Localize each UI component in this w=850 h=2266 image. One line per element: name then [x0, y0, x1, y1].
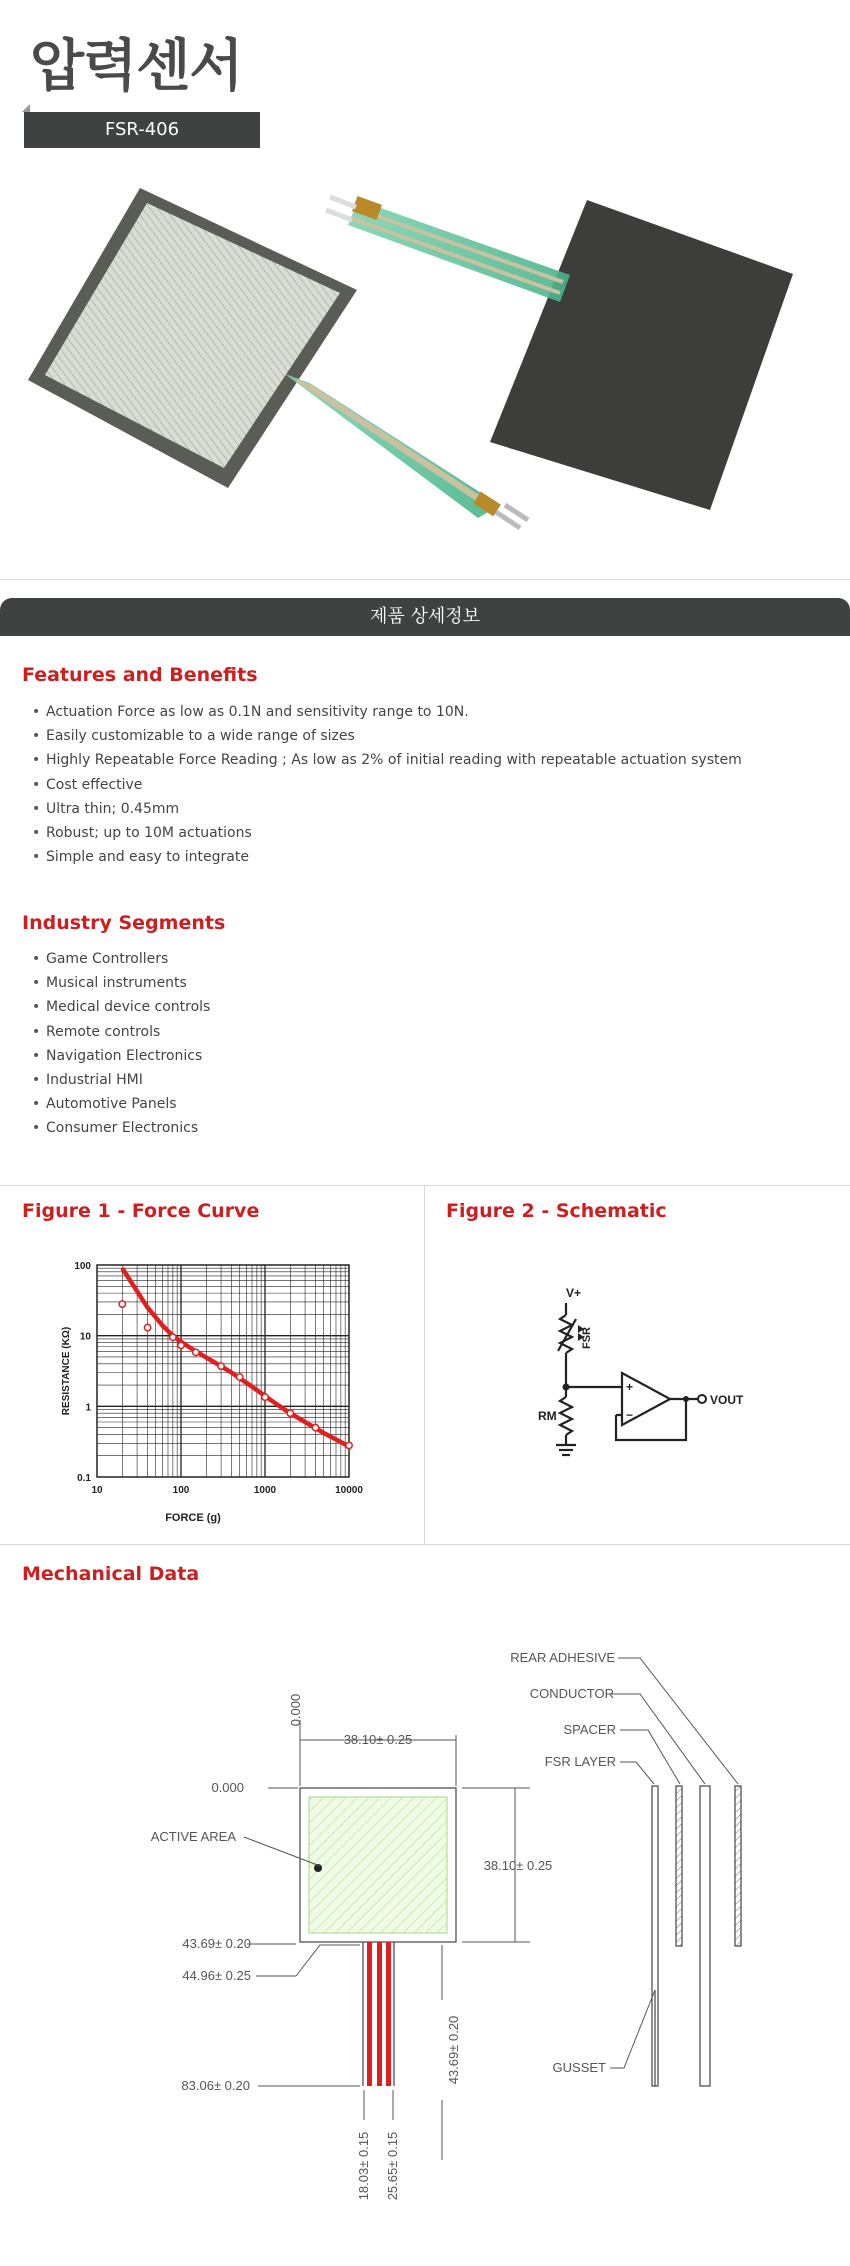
data-point	[144, 1324, 150, 1330]
x-tick-label: 10	[91, 1485, 103, 1496]
dim-4496: 44.96± 0.25	[182, 1968, 251, 1983]
spacer-label: SPACER	[563, 1722, 616, 1737]
data-point	[237, 1374, 243, 1380]
features-list	[24, 700, 844, 869]
product-header	[0, 0, 850, 580]
features-heading: Features and Benefits	[22, 664, 258, 686]
y-tick-label: 10	[79, 1331, 91, 1343]
schematic-diagram	[520, 1275, 780, 1475]
dim-4369b: 43.69± 0.20	[446, 2015, 461, 2085]
list-item: • Musical instruments	[24, 971, 844, 995]
list-item: • Consumer Electronics	[24, 1116, 844, 1140]
dim-zero-left: 0.000	[211, 1780, 244, 1795]
figure1-heading: Figure 1 - Force Curve	[22, 1200, 260, 1222]
data-point	[178, 1342, 184, 1348]
x-axis-label: FORCE (g)	[165, 1512, 221, 1524]
dim-zero-top: 0.000	[288, 1693, 303, 1727]
product-title: 압력센서	[30, 34, 243, 99]
rm-label: RM	[538, 1409, 557, 1423]
industry-heading: Industry Segments	[22, 912, 226, 934]
list-item: • Cost effective	[24, 773, 844, 797]
opamp-plus: +	[626, 1380, 634, 1394]
list-item: • Simple and easy to integrate	[24, 845, 844, 869]
divider	[0, 1544, 850, 1545]
divider	[424, 1186, 425, 1544]
dim-width: 38.10± 0.25	[343, 1732, 413, 1747]
list-item: • Easily customizable to a wide range of sizes	[24, 724, 844, 748]
data-point	[287, 1410, 293, 1416]
data-point	[346, 1442, 352, 1448]
model-tag: FSR-406	[24, 112, 260, 148]
y-tick-label: 100	[74, 1261, 91, 1272]
mechanical-drawing	[0, 1600, 850, 2240]
x-tick-label: 10000	[335, 1485, 363, 1496]
dim-8306: 83.06± 0.20	[181, 2078, 250, 2093]
list-item: • Industrial HMI	[24, 1068, 844, 1092]
list-item: • Game Controllers	[24, 947, 844, 971]
vplus-label: V+	[566, 1286, 582, 1300]
fsr-label: FSR	[581, 1327, 593, 1349]
product-photo	[0, 150, 850, 550]
gusset-label: GUSSET	[552, 2060, 606, 2075]
plot-area	[97, 1265, 349, 1477]
data-point	[119, 1301, 125, 1307]
list-item: • Actuation Force as low as 0.1N and sensitivity range to 10N.	[24, 700, 844, 724]
dim-4369a: 43.69± 0.20	[182, 1936, 251, 1951]
x-tick-label: 1000	[253, 1485, 277, 1496]
data-point	[218, 1363, 224, 1369]
data-point	[193, 1349, 199, 1355]
dim-1803: 18.03± 0.15	[356, 2131, 371, 2201]
list-item: • Automotive Panels	[24, 1092, 844, 1116]
conductor-label: CONDUCTOR	[529, 1686, 614, 1701]
y-axis-label: RESISTANCE (KΩ)	[61, 1326, 72, 1416]
force-curve-chart	[55, 1255, 375, 1535]
detail-section-bar: 제품 상세정보	[0, 598, 850, 636]
industry-list	[24, 947, 844, 1141]
fsr-layer-label: FSR LAYER	[544, 1754, 616, 1769]
opamp-minus: −	[626, 1408, 634, 1422]
list-item: • Ultra thin; 0.45mm	[24, 797, 844, 821]
dim-height: 38.10± 0.25	[483, 1858, 553, 1873]
rear-adhesive-label: REAR ADHESIVE	[510, 1650, 615, 1665]
data-point	[312, 1424, 318, 1430]
y-tick-label: 0.1	[77, 1473, 91, 1484]
vout-label: VOUT	[710, 1393, 744, 1407]
mechanical-heading: Mechanical Data	[22, 1563, 200, 1585]
list-item: • Robust; up to 10M actuations	[24, 821, 844, 845]
list-item: • Medical device controls	[24, 995, 844, 1019]
list-item: • Navigation Electronics	[24, 1044, 844, 1068]
x-tick-label: 100	[172, 1485, 190, 1496]
list-item: • Highly Repeatable Force Reading ; As low as 2% of initial reading with repeatable actuation system	[24, 748, 844, 772]
active-area-label: ACTIVE AREA	[150, 1829, 236, 1844]
divider	[0, 1185, 850, 1186]
data-point	[262, 1394, 268, 1400]
y-tick-label: 1	[85, 1402, 91, 1414]
dim-2565: 25.65± 0.15	[385, 2131, 400, 2201]
data-point	[170, 1334, 176, 1340]
figure2-heading: Figure 2 - Schematic	[446, 1200, 667, 1222]
list-item: • Remote controls	[24, 1020, 844, 1044]
